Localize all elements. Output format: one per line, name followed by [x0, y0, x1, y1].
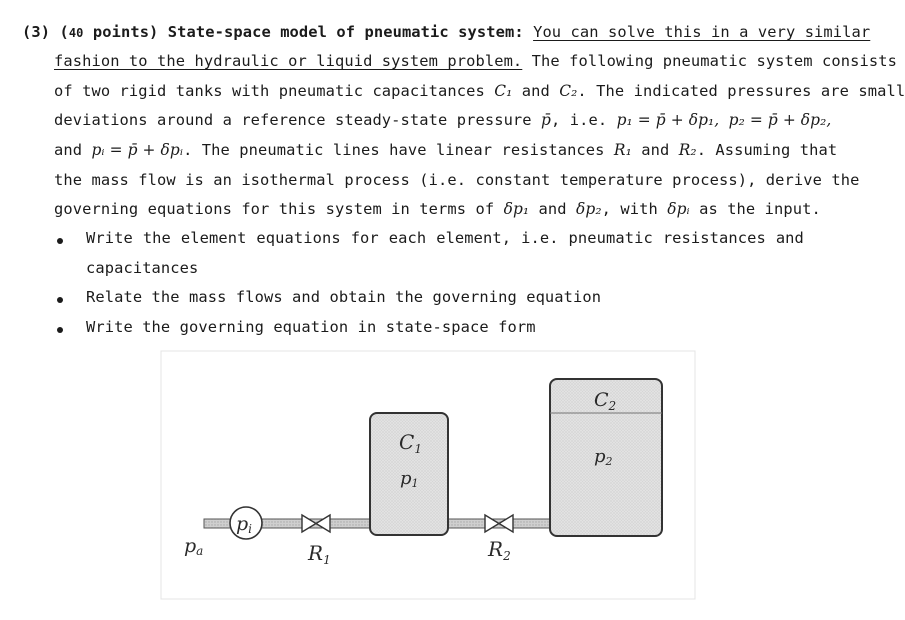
problem-line-3	[54, 81, 905, 101]
bullet-1-line-1	[86, 228, 804, 248]
bullet-1-word: and	[775, 229, 804, 247]
pneumatic-system-figure	[160, 350, 700, 602]
math-C2: C₂	[559, 82, 578, 100]
problem-line-7	[54, 199, 821, 219]
problem-line-5	[54, 140, 837, 160]
line5-text-c: . Assuming that	[696, 141, 838, 159]
word-and-2: and	[641, 141, 670, 159]
bullet-1-word: equations	[256, 229, 341, 247]
math-R2: R₂	[678, 141, 697, 159]
tank-1-capacitance-label: $C_1$	[399, 430, 422, 456]
bullet-1-word: the	[142, 229, 171, 247]
bullet-1-word: element	[180, 229, 247, 247]
problem-header-line: (3) (40 points) State-space model of pneumatic system: You can solve this in a very similar	[22, 23, 871, 41]
pneumatic-diagram	[160, 350, 700, 602]
bullet-1-word: pneumatic	[568, 229, 653, 247]
word-and: and	[521, 82, 550, 100]
valve-r2-icon	[485, 515, 513, 532]
line5-text-b: . The pneumatic lines have linear resistances	[183, 141, 605, 159]
math-eq-p2: p₂ = p̄ + δp₂,	[728, 111, 832, 129]
gauge-pressure-label: pi	[236, 513, 253, 536]
bullet-1-word: Write	[86, 229, 133, 247]
line4-text-b: , i.e.	[551, 111, 608, 129]
line7-text-a: governing equations for this system in terms of	[54, 200, 495, 218]
bullet-1-word: for	[350, 229, 379, 247]
problem-line2-tail: The following pneumatic system consists	[531, 52, 897, 70]
line4-text-a: deviations around a reference steady-state pressure	[54, 111, 532, 129]
math-dp2: δp₂	[576, 200, 602, 218]
bullet-1-line-2: capacitances	[86, 259, 199, 277]
bullet-1-word: i.e.	[521, 229, 559, 247]
problem-line-4	[54, 110, 831, 130]
bullet-dot-3	[57, 327, 63, 333]
math-R1: R₁	[613, 141, 632, 159]
line7-text-c: as the input.	[699, 200, 821, 218]
bullet-1-word: each	[388, 229, 427, 247]
line3-text-a: of two rigid tanks with pneumatic capacitances	[54, 82, 485, 100]
tank-2-capacitance-label: $C_2$	[594, 389, 617, 413]
problem-hint-part2: fashion to the hydraulic or liquid system problem.	[54, 52, 523, 70]
line5-text-a: and	[54, 141, 83, 159]
line7-text-b: , with	[601, 200, 658, 218]
math-dp1: δp₁	[503, 200, 530, 218]
tank-1-pressure-label: p1	[400, 468, 419, 490]
math-eq-p1: p₁ = p̄ + δp₁,	[616, 111, 720, 129]
bullet-3: Write the governing equation in state-space form	[86, 318, 536, 336]
bullet-dot-2	[57, 297, 63, 303]
problem-number: (3)	[22, 23, 51, 41]
math-pbar: p̄	[541, 111, 551, 129]
problem-line-2	[54, 51, 897, 71]
problem-hint-part1: You can solve this in a very similar	[533, 23, 871, 41]
valve-r1-icon	[302, 515, 330, 532]
source-pressure-label: pa	[184, 535, 204, 558]
word-and-3: and	[538, 200, 567, 218]
problem-points: 40	[68, 26, 84, 40]
bullet-1-word: element,	[436, 229, 512, 247]
bullet-dot-1	[57, 238, 63, 244]
problem-line-6: the mass flow is an isothermal process (i.e. constant temperature process), derive the	[54, 171, 860, 189]
problem-title: State-space model of pneumatic system:	[167, 23, 524, 41]
resistance-r1-label: $R_1$	[308, 541, 331, 567]
math-eq-pi: pᵢ = p̄ + δpᵢ	[91, 141, 184, 159]
math-dpi: δpᵢ	[667, 200, 690, 218]
math-C1: C₁	[494, 82, 513, 100]
tank-2-pressure-label: p2	[594, 446, 613, 468]
line3-text-b: . The indicated pressures are small	[577, 82, 905, 100]
resistance-r2-label: $R_2$	[488, 537, 511, 563]
pipe-segment-1	[204, 519, 372, 528]
bullet-2: Relate the mass flows and obtain the governing equation	[86, 288, 602, 306]
bullet-1-word: resistances	[662, 229, 766, 247]
